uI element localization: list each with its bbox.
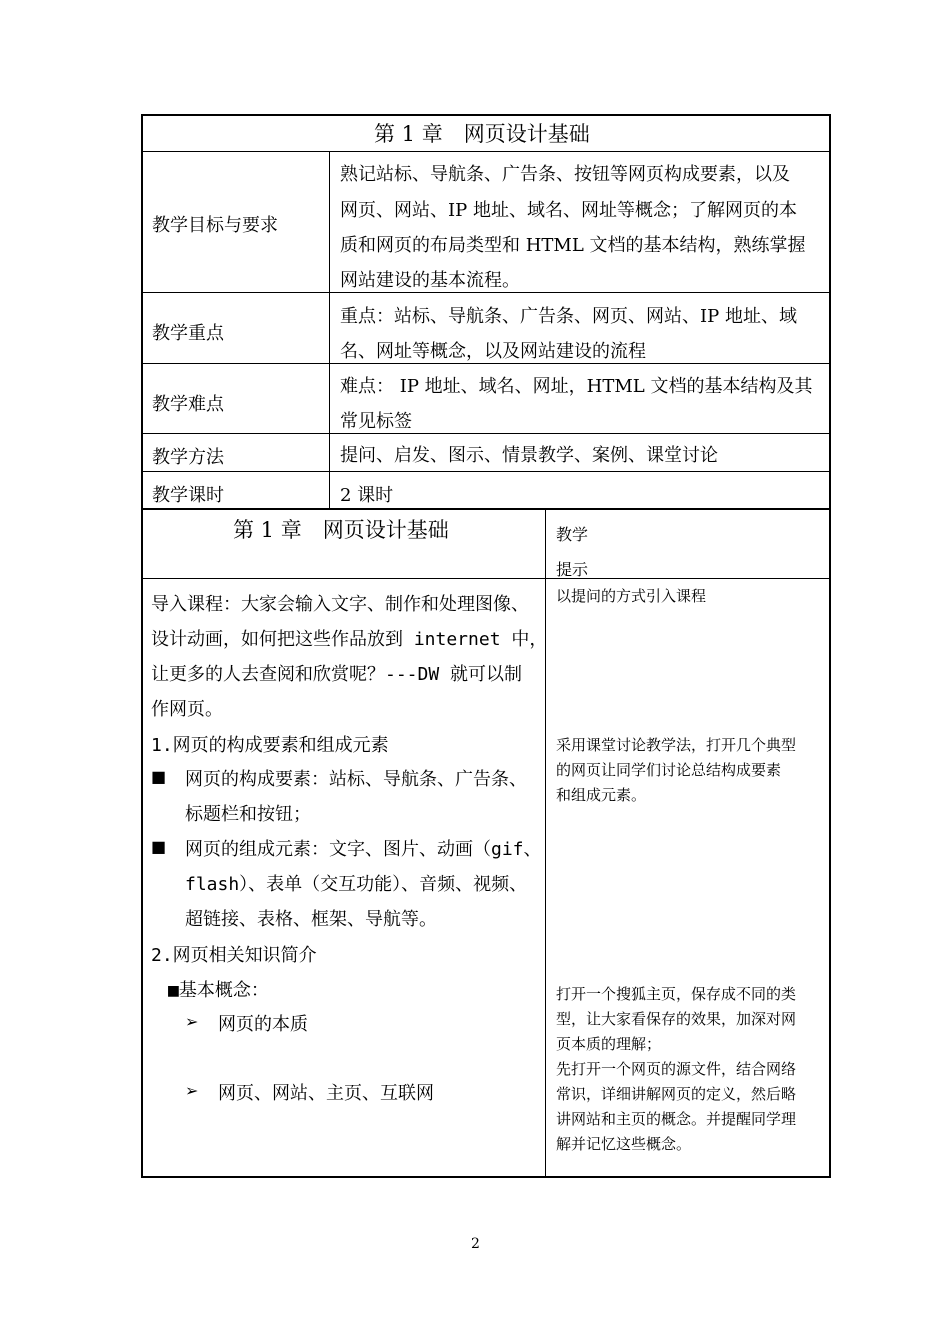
bullet-line: 超链接、表格、框架、导航等。: [185, 909, 437, 930]
hint-line: 和组成元素。: [556, 786, 647, 804]
bullet-line: 网页的构成要素：站标、导航条、广告条、: [185, 769, 527, 790]
bullet-line: 网页的组成元素：文字、图片、动画（gif、: [185, 839, 542, 860]
hint-line: 采用课堂讨论教学法，打开几个典型: [556, 736, 797, 754]
hint-line: 打开一个搜狐主页，保存成不同的类: [556, 985, 797, 1003]
bullet-line: 标题栏和按钮；: [185, 804, 311, 825]
key-points-line: 重点：站标、导航条、广告条、网页、网站、IP 地址、域: [340, 306, 797, 327]
hint-line: 先打开一个网页的源文件，结合网络: [556, 1060, 797, 1078]
arrow-item: 网页、网站、主页、互联网: [218, 1083, 434, 1104]
intro-line: 导入课程：大家会输入文字、制作和处理图像、: [151, 594, 529, 615]
row-label-key-points: 教学重点: [152, 323, 224, 344]
key-points-line: 名、网址等概念，以及网站建设的流程: [340, 341, 646, 362]
arrow-bullet-icon: ➢: [185, 1012, 199, 1031]
objectives-line: 网页、网站、IP 地址、域名、网址等概念；了解网页的本: [340, 200, 797, 221]
hint-line: 以提问的方式引入课程: [556, 587, 707, 605]
hint-line: 常识，详细讲解网页的定义，然后略: [556, 1085, 797, 1103]
arrow-bullet-icon: ➢: [185, 1081, 199, 1100]
row-label-hours: 教学课时: [152, 485, 224, 506]
content-title: 第 1 章 网页设计基础: [233, 518, 449, 542]
bullet-line: flash）、表单（交互功能）、音频、视频、: [185, 874, 528, 895]
row-label-objectives: 教学目标与要求: [152, 215, 278, 236]
hint-line: 讲网站和主页的概念。并提醒同学理: [556, 1110, 797, 1128]
hint-header: 教学: [556, 525, 589, 544]
intro-line: 让更多的人去查阅和欣赏呢？---DW 就可以制: [151, 664, 523, 685]
basic-concepts-label: ■基本概念：: [168, 980, 269, 1001]
objectives-line: 熟记站标、导航条、广告条、按钮等网页构成要素，以及: [340, 164, 790, 185]
hours-value: 2 课时: [340, 485, 394, 506]
intro-line: 设计动画，如何把这些作品放到 internet 中，: [151, 629, 548, 650]
section-heading: 1.网页的构成要素和组成元素: [151, 735, 389, 756]
objectives-line: 网站建设的基本流程。: [340, 270, 520, 291]
intro-line: 作网页。: [151, 699, 223, 720]
hint-line: 的网页让同学们讨论总结构成要素: [556, 761, 782, 779]
objectives-line: 质和网页的布局类型和 HTML 文档的基本结构，熟练掌握: [340, 235, 806, 256]
hint-line: 解并记忆这些概念。: [556, 1135, 692, 1153]
difficulties-line: 常见标签: [340, 411, 412, 432]
square-bullet-icon: ■: [151, 837, 167, 856]
methods-value: 提问、启发、图示、情景教学、案例、课堂讨论: [340, 445, 718, 466]
table-title: 第 1 章 网页设计基础: [374, 122, 590, 146]
hint-header: 提示: [556, 560, 589, 579]
arrow-item: 网页的本质: [218, 1014, 308, 1035]
square-bullet-icon: ■: [151, 767, 167, 786]
difficulties-line: 难点： IP 地址、域名、网址，HTML 文档的基本结构及其: [340, 376, 813, 397]
hint-line: 型，让大家看保存的效果，加深对网: [556, 1010, 797, 1028]
page-number: 2: [471, 1236, 480, 1252]
row-label-difficulties: 教学难点: [152, 394, 224, 415]
row-label-methods: 教学方法: [152, 447, 224, 468]
section-heading: 2.网页相关知识简介: [151, 945, 317, 966]
hint-line: 页本质的理解；: [556, 1035, 662, 1053]
